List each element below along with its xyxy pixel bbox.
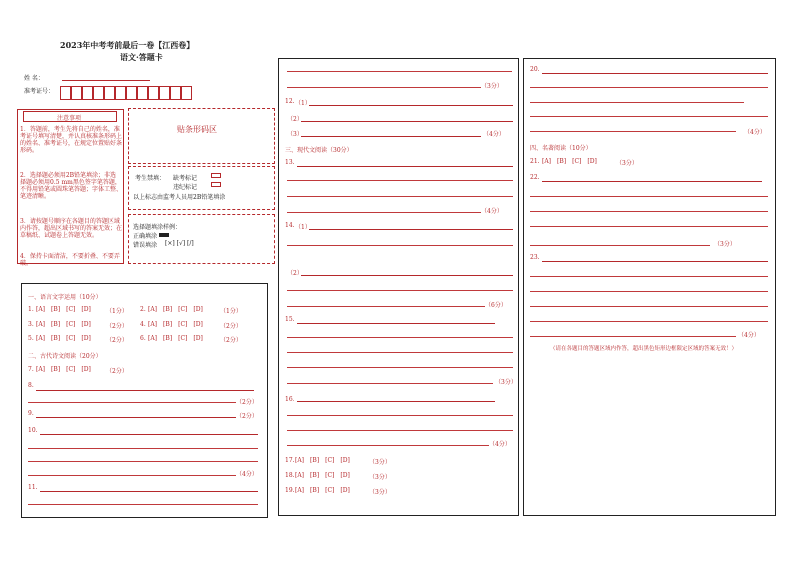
q15-label: 15. <box>285 316 295 323</box>
q22-answer-line[interactable] <box>542 181 762 182</box>
q11-score: （3分） <box>481 83 503 90</box>
q3-options[interactable]: [A] [B] [C] [D] <box>36 321 91 328</box>
q5-score: （2分） <box>106 337 128 344</box>
q23-answer-line[interactable] <box>542 261 768 262</box>
q10-answer-line[interactable] <box>40 434 258 435</box>
q22-label: 22. <box>530 174 540 181</box>
q7-label: 7. <box>28 366 34 373</box>
q4-label: 4. <box>140 321 146 328</box>
cheat-mark-label: 违纪标记 <box>173 184 198 191</box>
absent-label: 考生禁填： <box>135 175 166 182</box>
q1-options[interactable]: [A] [B] [C] [D] <box>36 306 91 313</box>
q22-score: （3分） <box>714 241 736 248</box>
q14-sub2: （2） <box>287 270 303 277</box>
q18-label: 18. <box>285 472 295 479</box>
section-1-title: 一、语言文字运用（10分） <box>28 294 102 301</box>
q20-score: （4分） <box>744 129 766 136</box>
sample-title: 选择题填涂样例： <box>133 224 182 231</box>
page-title: 2023年中考考前最后一卷【江西卷】 <box>60 40 195 50</box>
q9-score: （2分） <box>236 413 258 420</box>
q20-answer-line[interactable] <box>542 73 768 74</box>
q8-score: （2分） <box>236 399 258 406</box>
q12-sub2: （2） <box>287 116 303 123</box>
q21-score: （3分） <box>616 160 638 167</box>
q14-score: （6分） <box>485 302 507 309</box>
exam-id-label: 准考证号： <box>24 88 55 95</box>
q12-3-line[interactable] <box>301 136 481 137</box>
q4-score: （2分） <box>220 323 242 330</box>
q19-label: 19. <box>285 487 295 494</box>
q2-label: 2. <box>140 306 146 313</box>
q15-answer-line[interactable] <box>297 323 495 324</box>
notice-title: 注意事项 <box>57 115 82 122</box>
q5-label: 5. <box>28 335 34 342</box>
q16-label: 16． <box>285 396 299 403</box>
notice-item-1: 1．答题前，考生先将自己的姓名，准考证号填写清楚，并认真核准条形码上的姓名、准考证号，在规定位置贴好条形码。 <box>20 126 123 154</box>
q13-score: （4分） <box>481 208 503 215</box>
q10-score: （4分） <box>236 471 258 478</box>
q8-label: 8. <box>28 382 34 389</box>
absent-box <box>128 166 275 210</box>
name-label: 姓 名： <box>24 75 44 82</box>
q3-label: 3. <box>28 321 34 328</box>
notice-box <box>17 109 124 267</box>
absent-mark-box[interactable] <box>211 173 221 178</box>
q15-score: （3分） <box>495 379 517 386</box>
q19-score: （3分） <box>369 489 391 496</box>
q9-answer-line[interactable] <box>36 417 236 418</box>
q23-label: 23. <box>530 254 540 261</box>
q2-options[interactable]: [A] [B] [C] [D] <box>148 306 203 313</box>
q20-label: 20. <box>530 66 540 73</box>
q13-label: 13. <box>285 159 295 166</box>
q6-options[interactable]: [A] [B] [C] [D] <box>148 335 203 342</box>
q7-options[interactable]: [A] [B] [C] [D] <box>36 366 91 373</box>
q14-1-line[interactable] <box>309 229 513 230</box>
q19-options[interactable]: [A] [B] [C] [D] <box>295 487 350 494</box>
q17-options[interactable]: [A] [B] [C] [D] <box>295 457 350 464</box>
q18-options[interactable]: [A] [B] [C] [D] <box>295 472 350 479</box>
q14-2-line[interactable] <box>301 275 513 276</box>
sample-wrong: 错误填涂 <box>133 242 158 249</box>
sample-wrong-marks: [×] [√] [/] <box>165 240 194 247</box>
barcode-area <box>128 108 275 164</box>
q12-label: 12. <box>285 98 295 105</box>
filled-mark-icon <box>159 233 169 237</box>
q1-score: （1分） <box>106 308 128 315</box>
notice-item-4: 4．保持卡面清洁，不要折叠、不要弄破。 <box>20 253 120 267</box>
q11-answer-line[interactable] <box>40 491 258 492</box>
answer-area-2 <box>278 58 519 516</box>
q6-label: 6. <box>140 335 146 342</box>
q14-sub1: （1） <box>295 224 311 231</box>
q5-options[interactable]: [A] [B] [C] [D] <box>36 335 91 342</box>
q1-label: 1. <box>28 306 34 313</box>
notice-item-3: 3．请按题号顺序在各题目的答题区域内作答，超出区域书写的答案无效；在草稿纸、试题卷上答题无效。 <box>20 218 123 239</box>
section-4-title: 四、名著阅读（10分） <box>530 145 592 152</box>
q21-label: 21. <box>530 158 540 165</box>
q16-answer-line[interactable] <box>297 401 495 402</box>
q2-score: （1分） <box>220 308 242 315</box>
boundary-footnote: （请在各题目的答题区域内作答，超出黑色矩形边框限定区域的答案无效！） <box>550 346 738 352</box>
answer-area-3 <box>523 58 776 516</box>
answer-area-1 <box>21 283 268 518</box>
barcode-label: 贴条形码区 <box>177 125 217 134</box>
q12-2-line[interactable] <box>301 121 513 122</box>
q12-sub1: （1） <box>295 100 311 107</box>
q16-score: （4分） <box>489 441 511 448</box>
absent-note: 以上标志由监考人员用2B铅笔填涂 <box>133 194 226 201</box>
q12-1-line[interactable] <box>309 105 513 106</box>
q11-label: 11. <box>28 484 38 491</box>
sample-box <box>128 214 275 264</box>
q4-options[interactable]: [A] [B] [C] [D] <box>148 321 203 328</box>
q12-score: （4分） <box>483 131 505 138</box>
q17-score: （3分） <box>369 459 391 466</box>
sample-correct: 正确填涂 <box>133 233 158 240</box>
absent-mark-label: 缺考标记 <box>173 175 198 182</box>
q6-score: （2分） <box>220 337 242 344</box>
page-subtitle: 语文·答题卡 <box>120 52 163 62</box>
cheat-mark-box[interactable] <box>211 182 221 187</box>
q3-score: （2分） <box>106 323 128 330</box>
q7-score: （2分） <box>106 368 128 375</box>
section-3-title: 三、现代文阅读（30分） <box>285 147 353 154</box>
notice-item-2: 2．选择题必须用2B铅笔填涂；非选择题必须用0.5 mm黑色签字笔答题，不得用铅笔或圆珠笔答题；字体工整、笔迹清晰。 <box>20 172 123 200</box>
q8-answer-line[interactable] <box>36 390 254 391</box>
q9-label: 9. <box>28 410 34 417</box>
section-2-title: 二、古代诗文阅读（20分） <box>28 353 102 360</box>
q21-options[interactable]: [A] [B] [C] [D] <box>542 158 597 165</box>
q13-answer-line[interactable] <box>297 166 513 167</box>
q12-sub3: （3） <box>287 131 303 138</box>
q18-score: （3分） <box>369 474 391 481</box>
name-field[interactable] <box>62 80 150 81</box>
q10-label: 10. <box>28 427 38 434</box>
q23-score: （4分） <box>738 332 760 339</box>
q14-label: 14. <box>285 222 295 229</box>
q17-label: 17. <box>285 457 295 464</box>
